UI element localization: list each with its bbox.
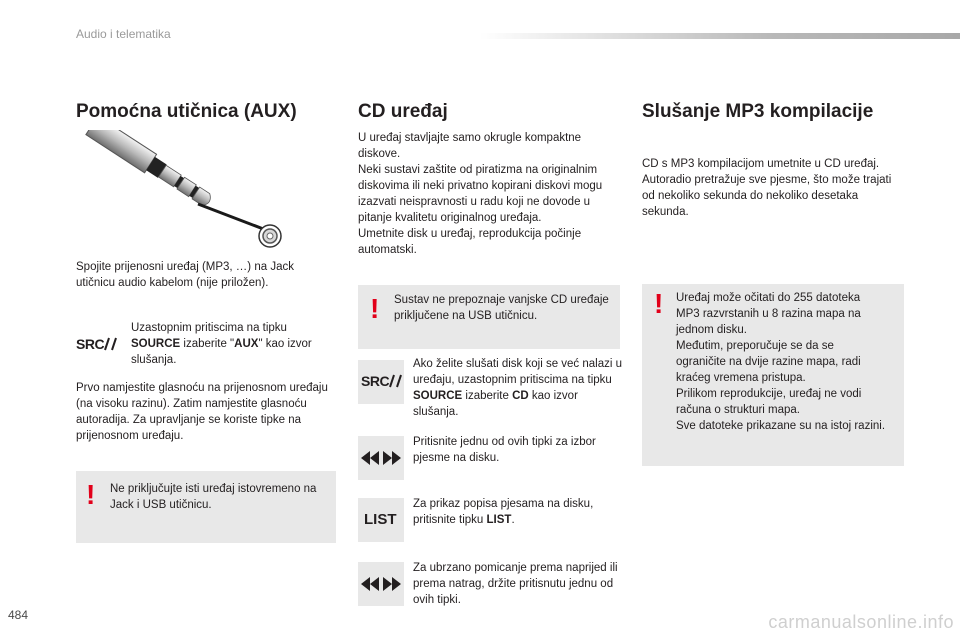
cd-list-text: Za prikaz popisa pjesama na disku, pritisnite tipku LIST.	[413, 498, 594, 526]
section-title: Audio i telematika	[76, 27, 171, 41]
src-button-icon: SRC	[76, 336, 122, 358]
cd-src-text: Ako želite slušati disk koji se već nalazi u uređaju, uzastopnim pritiscima na tipku SOURCE izaberite CD kao izvor slušanja.	[413, 358, 623, 418]
mp3-warning-box	[642, 284, 904, 466]
aux-volume-text: Prvo namjestite glasnoću na prijenosnom uređaju (na visoku razinu). Zatim namjestite glasnoću autoradija. Za upravljanje se koriste tipke na prijenosnom uređaju.	[76, 382, 328, 442]
track-skip-box	[358, 436, 404, 480]
aux-intro: Spojite prijenosni uređaj (MP3, …) na Jack utičnicu audio kabelom (nije priložen).	[76, 261, 294, 289]
cd-warning-text: Sustav ne prepoznaje vanjske CD uređaje priključene na USB utičnicu.	[394, 294, 609, 322]
aux-warning-text: Ne priključujte isti uređaj istovremeno na Jack i USB utičnicu.	[110, 483, 317, 511]
aux-warning-box	[76, 471, 336, 543]
mp3-warning-text: Uređaj može očitati do 255 datoteka MP3 razvrstanih u 8 razina mapa na jednom disku. Međutim, preporučuje se da se ograničite na dvije razine mapa, radi kraćeg vremena pristupa. Prilikom reprodukcije, uređaj ne vodi računa o strukturi mapa. Sve datoteke prikazane su na istoj razini.	[676, 292, 886, 432]
watermark: carmanualsonline.info	[768, 612, 954, 632]
mp3-heading: Slušanje MP3 kompilacije	[642, 101, 874, 122]
cd-heading: CD uređaj	[358, 101, 448, 122]
rewind-fast-forward-icon	[360, 576, 402, 592]
aux-heading: Pomoćna utičnica (AUX)	[76, 101, 297, 122]
list-button-box	[358, 498, 404, 542]
page-number: 484	[8, 608, 29, 622]
warning-icon: !	[654, 288, 664, 319]
cd-warning-box	[358, 285, 620, 349]
fast-forward-box	[358, 562, 404, 606]
previous-next-icon	[360, 450, 402, 466]
warning-icon: !	[86, 479, 96, 510]
mp3-intro: CD s MP3 kompilacijom umetnite u CD uređaj. Autoradio pretražuje sve pjesme, što može trajati od nekoliko sekunda do nekoliko desetaka sekunda.	[642, 158, 892, 218]
aux-src-text: Uzastopnim pritiscima na tipku SOURCE izaberite "AUX" kao izvor slušanja.	[131, 322, 312, 366]
src-button-box	[358, 360, 404, 404]
cd-ff-text: Za ubrzano pomicanje prema naprijed ili prema natrag, držite pritisnutu jednu od ovih tipki.	[413, 562, 618, 606]
header-bar	[480, 33, 960, 39]
cd-skip-text: Pritisnite jednu od ovih tipki za izbor pjesme na disku.	[413, 436, 596, 464]
src-button-icon: SRC	[361, 373, 403, 391]
cd-intro: U uređaj stavljajte samo okrugle kompaktne diskove. Neki sustavi zaštite od piratizma na originalnim diskovima ili neki privatno kopirani diskovi mogu izazvati neispravnosti u radu koji ne dovode u pitanje kvalitetu originalnog uređaja. Umetnite disk u uređaj, reprodukcija počinje automatski.	[358, 132, 603, 256]
list-button-icon: LIST	[364, 511, 397, 528]
jack-plug-illustration	[76, 130, 296, 255]
warning-icon: !	[370, 293, 380, 324]
